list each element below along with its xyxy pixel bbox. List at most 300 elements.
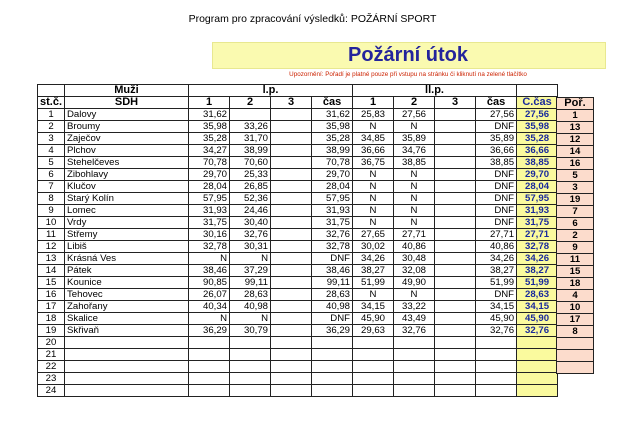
time-second-cell: DNF — [476, 181, 517, 193]
attempt2-cell: 30,31 — [230, 241, 271, 253]
time-cell: DNF — [312, 253, 353, 265]
time-second-cell — [476, 337, 517, 349]
order-row — [557, 206, 594, 218]
order-row — [557, 314, 594, 326]
time-second-cell — [476, 349, 517, 361]
attempt1-second-cell: N — [353, 121, 394, 133]
total-time-cell: 35,28 — [517, 133, 558, 145]
total-time-cell: 29,70 — [517, 169, 558, 181]
total-time-cell: 28,63 — [517, 289, 558, 301]
table-row — [38, 229, 558, 241]
attempt1-cell: N — [189, 253, 230, 265]
total-time-cell: 38,27 — [517, 265, 558, 277]
time-cell — [312, 361, 353, 373]
attempt2-cell: 31,70 — [230, 133, 271, 145]
team-name-cell: Stehelčeves — [65, 157, 189, 169]
attempt2-second-cell: 34,76 — [394, 145, 435, 157]
attempt3-cell — [271, 145, 312, 157]
time-cell: DNF — [312, 313, 353, 325]
attempt3-cell — [271, 277, 312, 289]
attempt2-cell: 30,40 — [230, 217, 271, 229]
attempt2-cell: 25,33 — [230, 169, 271, 181]
attempt1-second-cell: 34,15 — [353, 301, 394, 313]
start-number-cell: 19 — [38, 325, 65, 337]
order-row — [557, 146, 594, 158]
attempt3-second-cell — [435, 205, 476, 217]
attempt3-cell — [271, 361, 312, 373]
attempt3-second-cell — [435, 241, 476, 253]
attempt2-second-cell: N — [394, 205, 435, 217]
attempt3-second-cell — [435, 289, 476, 301]
attempt1-cell: 30,16 — [189, 229, 230, 241]
attempt2-second-cell: 43,49 — [394, 313, 435, 325]
order-row — [557, 326, 594, 338]
attempt2-second-cell — [394, 337, 435, 349]
attempt3-second-cell — [435, 313, 476, 325]
order-cell: 8 — [557, 326, 594, 338]
attempt3-second-cell — [435, 133, 476, 145]
attempt2-second-cell: N — [394, 289, 435, 301]
time-cell: 28,04 — [312, 181, 353, 193]
time-second-cell: DNF — [476, 289, 517, 301]
attempt3-second-cell — [435, 349, 476, 361]
time-second-cell: DNF — [476, 193, 517, 205]
team-name-cell — [65, 349, 189, 361]
start-number-cell: 3 — [38, 133, 65, 145]
attempt3-header-2: 3 — [435, 97, 476, 109]
start-number-cell: 7 — [38, 181, 65, 193]
attempt2-second-cell — [394, 373, 435, 385]
ranking-notice: Upozornění: Pořadí je platné pouze při vstupu na stránku či kliknutí na zelené tlačítko — [289, 71, 527, 78]
team-name-cell: Klučov — [65, 181, 189, 193]
table-row — [38, 361, 558, 373]
start-number-cell: 8 — [38, 193, 65, 205]
table-row — [38, 253, 558, 265]
attempt3-cell — [271, 157, 312, 169]
attempt3-cell — [271, 265, 312, 277]
attempt1-second-cell: 34,85 — [353, 133, 394, 145]
attempt3-second-cell — [435, 325, 476, 337]
attempt1-header-2: 1 — [353, 97, 394, 109]
attempt2-cell — [230, 109, 271, 121]
attempt2-cell — [230, 349, 271, 361]
order-row — [557, 194, 594, 206]
attempt1-cell: 57,95 — [189, 193, 230, 205]
attempt1-cell — [189, 373, 230, 385]
time-cell: 57,95 — [312, 193, 353, 205]
table-row — [38, 277, 558, 289]
time-header: čas — [312, 97, 353, 109]
attempt3-second-cell — [435, 169, 476, 181]
attempt2-second-cell: N — [394, 193, 435, 205]
total-time-cell — [517, 337, 558, 349]
total-time-cell: 27,71 — [517, 229, 558, 241]
start-number-cell: 1 — [38, 109, 65, 121]
time-cell: 35,28 — [312, 133, 353, 145]
order-row — [557, 362, 594, 374]
attempt2-cell: 33,26 — [230, 121, 271, 133]
total-time-cell: 35,98 — [517, 121, 558, 133]
attempt3-cell — [271, 193, 312, 205]
attempt3-cell — [271, 121, 312, 133]
attempt2-cell: 26,85 — [230, 181, 271, 193]
table-row — [38, 121, 558, 133]
time-cell: 70,78 — [312, 157, 353, 169]
attempt1-cell — [189, 385, 230, 397]
table-row — [38, 265, 558, 277]
attempt2-cell: N — [230, 253, 271, 265]
attempt1-second-cell: 30,02 — [353, 241, 394, 253]
attempt2-second-cell: 32,76 — [394, 325, 435, 337]
start-number-cell: 16 — [38, 289, 65, 301]
time-second-cell: 34,15 — [476, 301, 517, 313]
total-time-cell — [517, 373, 558, 385]
attempt2-second-cell: N — [394, 169, 435, 181]
time-second-cell: DNF — [476, 205, 517, 217]
attempt2-cell: 30,79 — [230, 325, 271, 337]
attempt1-second-cell: 25,83 — [353, 109, 394, 121]
time-header-2: čas — [476, 97, 517, 109]
team-name-cell: Libiš — [65, 241, 189, 253]
time-second-cell: DNF — [476, 121, 517, 133]
attempt2-cell: 37,29 — [230, 265, 271, 277]
time-second-cell — [476, 361, 517, 373]
time-second-cell: 40,86 — [476, 241, 517, 253]
time-second-cell: 35,89 — [476, 133, 517, 145]
order-row — [557, 266, 594, 278]
start-number-cell: 17 — [38, 301, 65, 313]
total-time-cell: 34,15 — [517, 301, 558, 313]
table-row — [38, 133, 558, 145]
table-row — [38, 313, 558, 325]
order-header: Poř. — [557, 98, 594, 110]
team-name-cell: Dalovy — [65, 109, 189, 121]
attempt3-second-cell — [435, 373, 476, 385]
attempt2-second-cell: 38,85 — [394, 157, 435, 169]
time-cell: 40,98 — [312, 301, 353, 313]
attempt1-cell — [189, 349, 230, 361]
order-row — [557, 338, 594, 350]
order-cell — [557, 338, 594, 350]
attempt2-second-cell: 35,89 — [394, 133, 435, 145]
order-cell: 7 — [557, 206, 594, 218]
attempt2-second-cell: N — [394, 181, 435, 193]
team-name-cell: Lomec — [65, 205, 189, 217]
total-time-cell: 32,76 — [517, 325, 558, 337]
attempt1-cell: 29,70 — [189, 169, 230, 181]
attempt1-cell: 34,27 — [189, 145, 230, 157]
team-name-cell — [65, 337, 189, 349]
attempt1-cell: 26,07 — [189, 289, 230, 301]
attempt1-cell: 90,85 — [189, 277, 230, 289]
team-header: SDH — [65, 97, 189, 109]
start-number-cell: 18 — [38, 313, 65, 325]
team-name-cell: Zibohlavy — [65, 169, 189, 181]
order-cell: 12 — [557, 134, 594, 146]
time-cell: 29,70 — [312, 169, 353, 181]
table-row — [38, 217, 558, 229]
order-cell: 18 — [557, 278, 594, 290]
attempt2-cell — [230, 337, 271, 349]
team-name-cell: Pátek — [65, 265, 189, 277]
attempt2-cell: 32,76 — [230, 229, 271, 241]
attempt1-cell: 28,04 — [189, 181, 230, 193]
time-cell — [312, 337, 353, 349]
attempt2-cell: 38,99 — [230, 145, 271, 157]
attempt3-cell — [271, 313, 312, 325]
attempt1-second-cell: 38,27 — [353, 265, 394, 277]
attempt1-cell: 35,98 — [189, 121, 230, 133]
team-name-cell: Tehovec — [65, 289, 189, 301]
team-name-cell: Skalice — [65, 313, 189, 325]
team-name-cell: Vrdy — [65, 217, 189, 229]
order-row — [557, 134, 594, 146]
table-row — [38, 169, 558, 181]
time-second-cell — [476, 373, 517, 385]
table-row — [38, 145, 558, 157]
time-second-cell: 27,71 — [476, 229, 517, 241]
time-cell: 38,46 — [312, 265, 353, 277]
attempt2-cell — [230, 373, 271, 385]
order-row — [557, 230, 594, 242]
team-name-cell — [65, 361, 189, 373]
attempt2-second-cell — [394, 385, 435, 397]
attempt2-second-cell: 33,22 — [394, 301, 435, 313]
attempt1-cell: 31,75 — [189, 217, 230, 229]
attempt1-second-cell: 34,26 — [353, 253, 394, 265]
attempt3-second-cell — [435, 109, 476, 121]
order-cell — [557, 362, 594, 374]
order-cell: 4 — [557, 290, 594, 302]
attempt2-cell: 99,11 — [230, 277, 271, 289]
total-time-cell — [517, 349, 558, 361]
attempt3-cell — [271, 337, 312, 349]
attempt3-cell — [271, 373, 312, 385]
order-row — [557, 242, 594, 254]
order-table — [556, 97, 594, 374]
total-time-cell: 31,93 — [517, 205, 558, 217]
time-second-cell: 38,85 — [476, 157, 517, 169]
start-number-cell: 5 — [38, 157, 65, 169]
attempt2-cell: 52,36 — [230, 193, 271, 205]
order-cell: 3 — [557, 182, 594, 194]
attempt1-second-cell: 29,63 — [353, 325, 394, 337]
table-row — [38, 349, 558, 361]
attempt3-second-cell — [435, 193, 476, 205]
table-row — [38, 337, 558, 349]
order-cell: 9 — [557, 242, 594, 254]
attempt1-second-cell: 51,99 — [353, 277, 394, 289]
attempt3-header: 3 — [271, 97, 312, 109]
attempt3-cell — [271, 169, 312, 181]
time-cell — [312, 373, 353, 385]
attempt2-second-cell — [394, 349, 435, 361]
attempt1-second-cell — [353, 349, 394, 361]
time-cell: 31,62 — [312, 109, 353, 121]
program-caption: Program pro zpracování výsledků: POŽÁRNÍ SPORT — [188, 13, 437, 25]
time-second-cell: 38,27 — [476, 265, 517, 277]
category-header: Muži — [65, 85, 189, 97]
attempt2-cell — [230, 361, 271, 373]
time-cell: 35,98 — [312, 121, 353, 133]
attempt3-second-cell — [435, 385, 476, 397]
order-cell: 1 — [557, 110, 594, 122]
start-number-cell: 15 — [38, 277, 65, 289]
attempt2-cell: 24,46 — [230, 205, 271, 217]
attempt3-second-cell — [435, 277, 476, 289]
total-time-cell: 34,26 — [517, 253, 558, 265]
team-name-cell: Kounice — [65, 277, 189, 289]
total-time-cell — [517, 361, 558, 373]
attempt3-cell — [271, 385, 312, 397]
header-row-groups — [38, 85, 558, 97]
attempt3-cell — [271, 289, 312, 301]
total-time-cell: 36,66 — [517, 145, 558, 157]
team-name-cell — [65, 373, 189, 385]
attempt3-second-cell — [435, 121, 476, 133]
time-cell: 28,63 — [312, 289, 353, 301]
order-row — [557, 290, 594, 302]
start-number-cell: 21 — [38, 349, 65, 361]
time-cell: 32,78 — [312, 241, 353, 253]
start-number-cell: 24 — [38, 385, 65, 397]
attempt1-second-cell — [353, 385, 394, 397]
time-cell: 99,11 — [312, 277, 353, 289]
attempt1-cell: 31,93 — [189, 205, 230, 217]
attempt2-header-2: 2 — [394, 97, 435, 109]
attempt1-cell: 32,78 — [189, 241, 230, 253]
start-number-cell: 6 — [38, 169, 65, 181]
total-time-cell: 32,78 — [517, 241, 558, 253]
team-name-cell: Plchov — [65, 145, 189, 157]
attempt1-second-cell: N — [353, 205, 394, 217]
attempt1-header: 1 — [189, 97, 230, 109]
attempt3-second-cell — [435, 181, 476, 193]
time-second-cell: 27,56 — [476, 109, 517, 121]
attempt2-cell: 28,63 — [230, 289, 271, 301]
time-cell: 36,29 — [312, 325, 353, 337]
start-number-cell: 9 — [38, 205, 65, 217]
order-cell: 2 — [557, 230, 594, 242]
start-number-cell: 12 — [38, 241, 65, 253]
total-time-cell: 38,85 — [517, 157, 558, 169]
attempt2-cell — [230, 385, 271, 397]
attempt1-cell: 31,62 — [189, 109, 230, 121]
table-row — [38, 193, 558, 205]
order-cell: 11 — [557, 254, 594, 266]
attempt2-cell: 40,98 — [230, 301, 271, 313]
team-name-cell: Starý Kolín — [65, 193, 189, 205]
attempt1-cell: 35,28 — [189, 133, 230, 145]
page-title: Požární útok — [347, 44, 468, 66]
attempt3-second-cell — [435, 301, 476, 313]
attempt2-header: 2 — [230, 97, 271, 109]
attempt1-second-cell: 27,65 — [353, 229, 394, 241]
team-name-cell: Střemy — [65, 229, 189, 241]
table-row — [38, 109, 558, 121]
order-cell — [557, 350, 594, 362]
attempt3-second-cell — [435, 265, 476, 277]
attempt1-cell: 38,46 — [189, 265, 230, 277]
time-cell: 31,75 — [312, 217, 353, 229]
total-time-cell: 45,90 — [517, 313, 558, 325]
team-name-cell: Broumy — [65, 121, 189, 133]
team-name-cell — [65, 385, 189, 397]
time-cell: 38,99 — [312, 145, 353, 157]
table-row — [38, 325, 558, 337]
attempt2-second-cell: 32,08 — [394, 265, 435, 277]
attempt3-second-cell — [435, 157, 476, 169]
total-time-cell: 51,99 — [517, 277, 558, 289]
start-number-cell: 4 — [38, 145, 65, 157]
attempt3-second-cell — [435, 253, 476, 265]
attempt3-cell — [271, 217, 312, 229]
order-row — [557, 350, 594, 362]
attempt3-second-cell — [435, 337, 476, 349]
attempt3-cell — [271, 301, 312, 313]
start-number-header: st.č. — [38, 97, 65, 109]
attempt3-cell — [271, 241, 312, 253]
attempt2-second-cell: 40,86 — [394, 241, 435, 253]
attempt1-second-cell: N — [353, 169, 394, 181]
order-row — [557, 254, 594, 266]
start-number-cell: 13 — [38, 253, 65, 265]
table-row — [38, 157, 558, 169]
time-second-cell: 45,90 — [476, 313, 517, 325]
attempt2-second-cell: N — [394, 217, 435, 229]
total-time-cell: 57,95 — [517, 193, 558, 205]
attempt2-second-cell: 49,90 — [394, 277, 435, 289]
attempt1-cell — [189, 361, 230, 373]
table-row — [38, 241, 558, 253]
attempt1-second-cell: N — [353, 217, 394, 229]
start-number-cell: 2 — [38, 121, 65, 133]
attempt1-second-cell: N — [353, 181, 394, 193]
attempt1-cell: 70,78 — [189, 157, 230, 169]
total-time-cell: 31,75 — [517, 217, 558, 229]
attempt1-cell: N — [189, 313, 230, 325]
time-second-cell: 32,76 — [476, 325, 517, 337]
table-row — [38, 289, 558, 301]
total-time-cell: 28,04 — [517, 181, 558, 193]
attempt3-cell — [271, 325, 312, 337]
order-row — [557, 218, 594, 230]
table-row — [38, 181, 558, 193]
time-second-cell: DNF — [476, 217, 517, 229]
time-cell — [312, 349, 353, 361]
team-name-cell: Skřivaň — [65, 325, 189, 337]
attempt1-cell: 36,29 — [189, 325, 230, 337]
order-row — [557, 158, 594, 170]
attempt3-second-cell — [435, 229, 476, 241]
order-cell: 16 — [557, 158, 594, 170]
attempt3-second-cell — [435, 145, 476, 157]
order-row — [557, 182, 594, 194]
attempt3-cell — [271, 229, 312, 241]
first-track-header: l.p. — [189, 85, 353, 97]
attempt1-cell: 40,34 — [189, 301, 230, 313]
order-cell: 17 — [557, 314, 594, 326]
total-time-cell — [517, 385, 558, 397]
table-row — [38, 373, 558, 385]
order-row — [557, 170, 594, 182]
attempt1-second-cell — [353, 337, 394, 349]
time-second-cell: 51,99 — [476, 277, 517, 289]
results-table — [37, 84, 558, 397]
table-row — [38, 385, 558, 397]
time-second-cell: 36,66 — [476, 145, 517, 157]
team-name-cell: Zahořany — [65, 301, 189, 313]
